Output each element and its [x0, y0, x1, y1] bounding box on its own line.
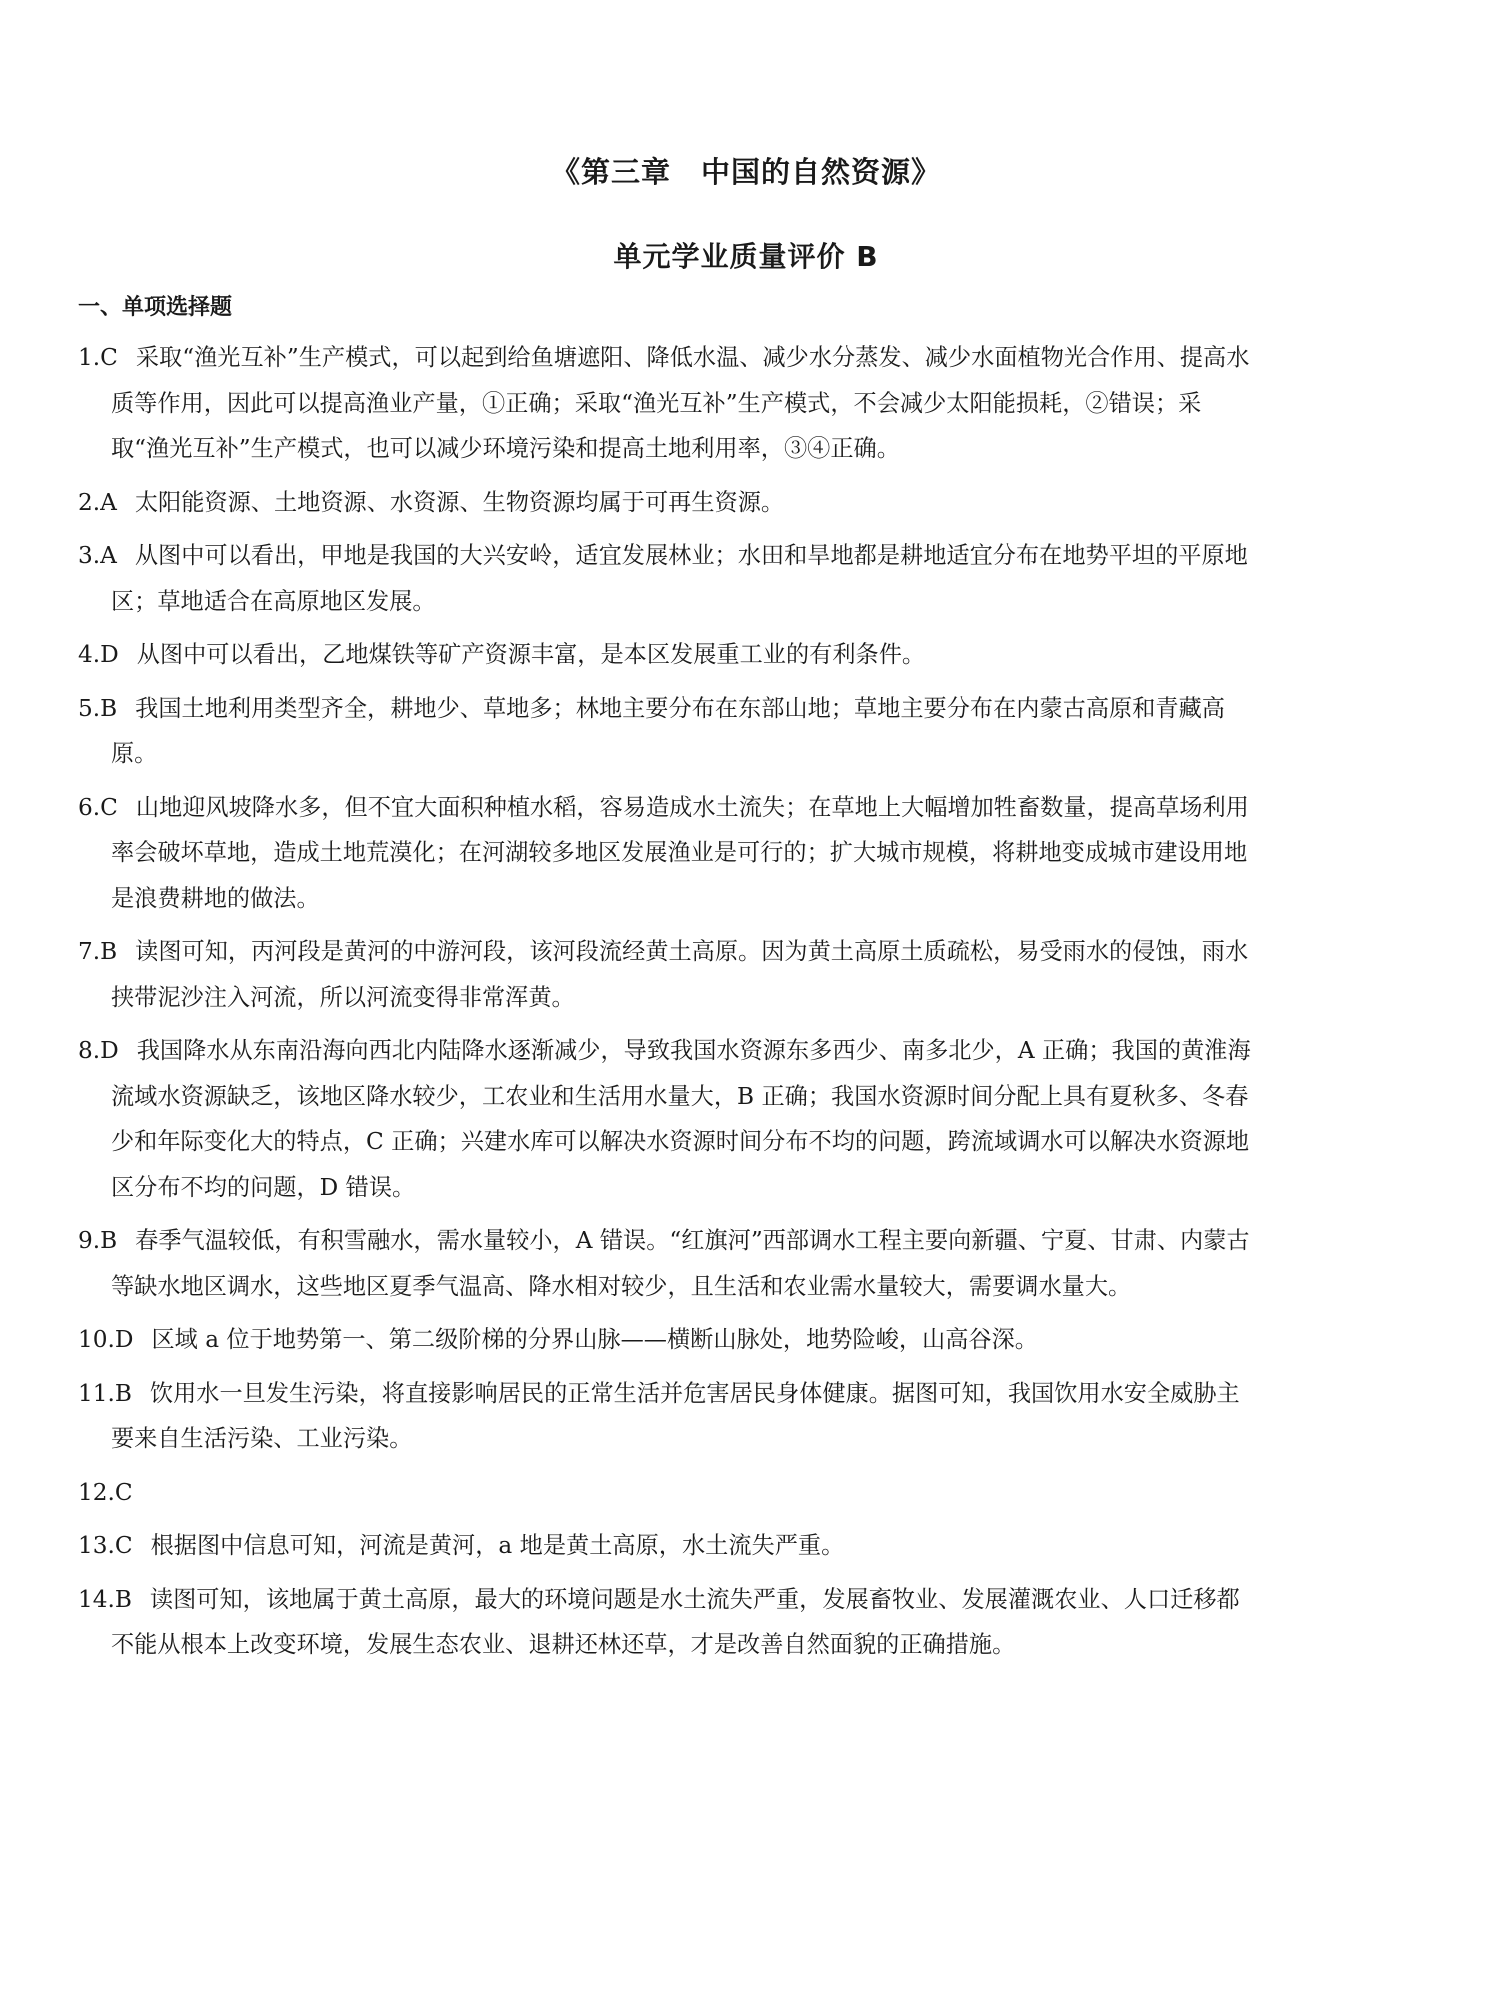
answer-number: 5.B: [78, 694, 118, 722]
answer-explanation: 根据图中信息可知，河流是黄河，a 地是黄土高原，水土流失严重。: [150, 1532, 845, 1559]
chapter-title: 《第三章 中国的自然资源》: [550, 155, 941, 189]
answer-number: 2.A: [78, 488, 117, 516]
answer-explanation: 太阳能资源、土地资源、水资源、生物资源均属于可再生资源。: [134, 488, 785, 516]
answer-line: [78, 686, 1253, 777]
answer-line: [78, 1577, 1253, 1668]
answer-list: [78, 335, 1253, 1676]
answer-item: [78, 335, 1253, 472]
answer-explanation: 我国降水从东南沿海向西北内陆降水逐渐减少，导致我国水资源东多西少、南多北少，A 正确；我国的黄淮海流域水资源缺乏，该地区降水较少，工农业和生活用水量大，B 正确；我国水资源时间分配上具有夏秋多、冬春少和年际变化大的特点，C 正确；兴建水库可以解决水资源时间分布不均的问题，跨流域调水可以解决水资源地区分布不均的问题，D 错误。: [111, 1037, 1251, 1201]
answer-explanation: 春季气温较低，有积雪融水，需水量较小，A 错误。“红旗河”西部调水工程主要向新疆、宁夏、甘肃、内蒙古等缺水地区调水，这些地区夏季气温高、降水相对较少，且生活和农业需水量较大，需要调水量大。: [111, 1227, 1250, 1300]
answer-explanation: 我国土地利用类型齐全，耕地少、草地多；林地主要分布在东部山地；草地主要分布在内蒙古高原和青藏高原。: [111, 694, 1225, 767]
answer-explanation: 山地迎风坡降水多，但不宜大面积种植水稻，容易造成水土流失；在草地上大幅增加牲畜数量，提高草场利用率会破坏草地，造成土地荒漠化；在河湖较多地区发展渔业是可行的；扩大城市规模，将耕地变成城市建设用地是浪费耕地的做法。: [111, 793, 1249, 912]
answer-item: [78, 1317, 1253, 1363]
answer-item: [78, 1371, 1253, 1462]
unit-title: 单元学业质量评价 B: [613, 240, 879, 273]
answer-number: 12.C: [78, 1478, 133, 1506]
answer-item: [78, 785, 1253, 922]
answer-item: [78, 929, 1253, 1020]
section-heading: 一、单项选择题: [78, 295, 233, 320]
answer-item: [78, 1577, 1253, 1668]
answer-number: 3.A: [78, 542, 117, 569]
answer-item: [78, 1470, 1253, 1516]
answer-explanation: 从图中可以看出，乙地煤铁等矿产资源丰富，是本区发展重工业的有利条件。: [136, 641, 926, 668]
answer-line: [78, 1317, 1253, 1363]
answer-number: 6.C: [78, 793, 118, 821]
answer-line: [78, 1371, 1253, 1462]
answer-item: [78, 480, 1253, 526]
answer-item: [78, 1523, 1253, 1569]
answer-explanation: 区域 a 位于地势第一、第二级阶梯的分界山脉——横断山脉处，地势险峻，山高谷深。: [151, 1326, 1038, 1353]
answer-item: [78, 1028, 1253, 1210]
answer-line: [78, 1028, 1253, 1210]
answer-explanation: 读图可知，丙河段是黄河的中游河段，该河段流经黄土高原。因为黄土高原土质疏松，易受雨水的侵蚀，雨水挟带泥沙注入河流，所以河流变得非常浑黄。: [111, 938, 1249, 1011]
answer-number: 11.B: [78, 1379, 132, 1407]
answer-line: [78, 335, 1253, 472]
answer-line: [78, 1523, 1253, 1569]
answer-number: 1.C: [78, 344, 118, 371]
answer-line: [78, 480, 1253, 526]
answer-line: [78, 785, 1253, 922]
answer-number: 9.B: [78, 1227, 118, 1254]
answer-number: 10.D: [78, 1326, 134, 1353]
answer-explanation: 饮用水一旦发生污染，将直接影响居民的正常生活并危害居民身体健康。据图可知，我国饮用水安全威胁主要来自生活污染、工业污染。: [111, 1379, 1240, 1452]
answer-item: [78, 533, 1253, 624]
answer-item: [78, 632, 1253, 678]
answer-number: 13.C: [78, 1532, 133, 1559]
answer-item: [78, 686, 1253, 777]
answer-line: [78, 929, 1253, 1020]
answer-number: 8.D: [78, 1037, 119, 1064]
answer-explanation: 采取“渔光互补”生产模式，可以起到给鱼塘遮阳、降低水温、减少水分蒸发、减少水面植物光合作用、提高水质等作用，因此可以提高渔业产量，①正确；采取“渔光互补”生产模式，不会减少太阳能损耗，②错误；采取“渔光互补”生产模式，也可以减少环境污染和提高土地利用率，③④正确。: [111, 344, 1250, 462]
answer-line: [78, 1218, 1253, 1309]
answer-item: [78, 1218, 1253, 1309]
answer-number: 14.B: [78, 1585, 132, 1613]
answer-line: [78, 1470, 1253, 1516]
answer-number: 7.B: [78, 938, 118, 965]
answer-explanation: 读图可知，该地属于黄土高原，最大的环境问题是水土流失严重，发展畜牧业、发展灌溉农业、人口迁移都不能从根本上改变环境，发展生态农业、退耕还林还草，才是改善自然面貌的正确措施。: [111, 1585, 1240, 1658]
answer-explanation: 从图中可以看出，甲地是我国的大兴安岭，适宜发展林业；水田和旱地都是耕地适宜分布在地势平坦的平原地区；草地适合在高原地区发展。: [111, 542, 1248, 615]
answer-line: [78, 533, 1253, 624]
answer-number: 4.D: [78, 641, 119, 668]
answer-line: [78, 632, 1253, 678]
